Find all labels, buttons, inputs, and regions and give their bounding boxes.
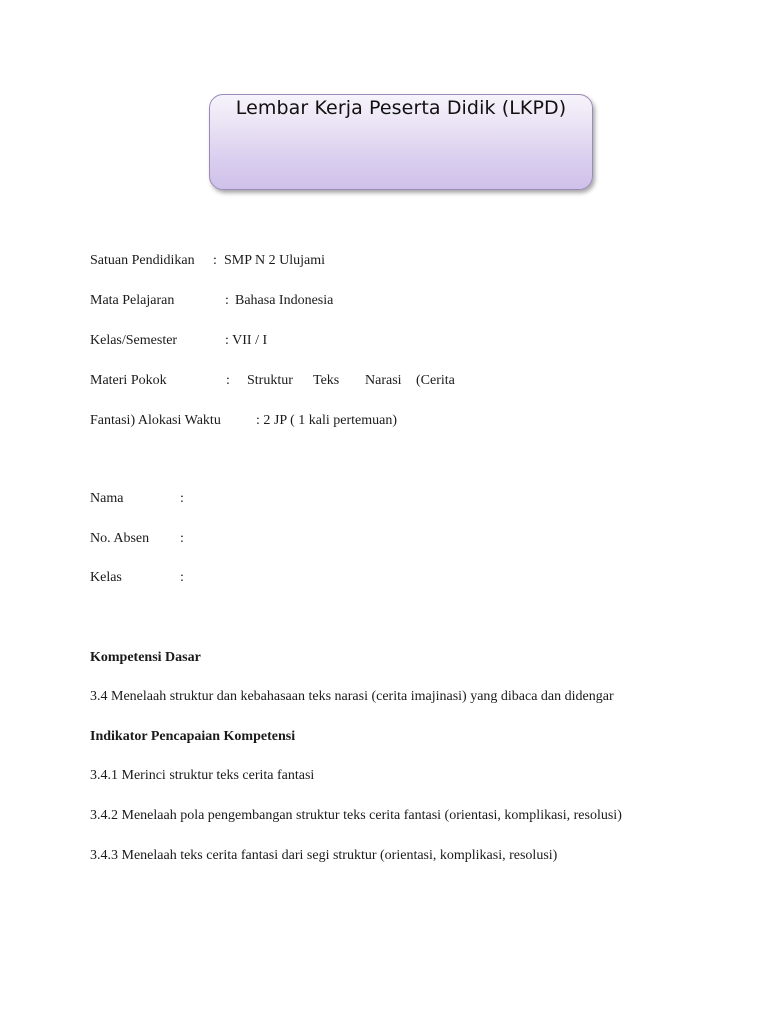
satuan-value: SMP N 2 Ulujami — [224, 253, 325, 268]
absen-colon: : — [180, 531, 184, 546]
ipk-heading: Indikator Pencapaian Kompetensi — [90, 729, 296, 744]
nama-label: Nama — [90, 491, 124, 506]
kelas-label: Kelas — [90, 570, 122, 585]
document-title: Lembar Kerja Peserta Didik (LKPD) — [235, 97, 567, 119]
mapel-value: Bahasa Indonesia — [235, 293, 334, 308]
kelas-semester-value: : VII / I — [225, 333, 268, 348]
satuan-colon: : — [213, 253, 217, 268]
nama-colon: : — [180, 491, 184, 506]
kd-heading: Kompetensi Dasar — [90, 650, 201, 665]
title-banner — [209, 94, 593, 190]
materi-colon: : — [226, 373, 230, 388]
ipk-item-1: 3.4.1 Merinci struktur teks cerita fantasi — [90, 768, 315, 783]
mapel-label: Mata Pelajaran — [90, 293, 175, 308]
satuan-label: Satuan Pendidikan — [90, 253, 195, 268]
materi-word-2: Teks — [313, 373, 340, 388]
materi-cont-text: Fantasi) Alokasi Waktu — [90, 413, 221, 428]
alokasi-waktu-value: : 2 JP ( 1 kali pertemuan) — [256, 413, 398, 428]
absen-label: No. Absen — [90, 531, 150, 546]
materi-word-4: (Cerita — [416, 373, 455, 388]
ipk-item-3: 3.4.3 Menelaah teks cerita fantasi dari segi struktur (orientasi, komplikasi, resolusi) — [90, 848, 558, 863]
mapel-colon: : — [225, 293, 229, 308]
ipk-item-2: 3.4.2 Menelaah pola pengembangan struktur teks cerita fantasi (orientasi, komplikasi, resolusi) — [90, 808, 622, 823]
materi-word-1: Struktur — [247, 373, 293, 388]
kelas-semester-label: Kelas/Semester — [90, 333, 178, 348]
materi-word-3: Narasi — [365, 373, 402, 388]
materi-label: Materi Pokok — [90, 373, 167, 388]
kd-item: 3.4 Menelaah struktur dan kebahasaan teks narasi (cerita imajinasi) yang dibaca dan didengar — [90, 689, 614, 704]
kelas-colon: : — [180, 570, 184, 585]
